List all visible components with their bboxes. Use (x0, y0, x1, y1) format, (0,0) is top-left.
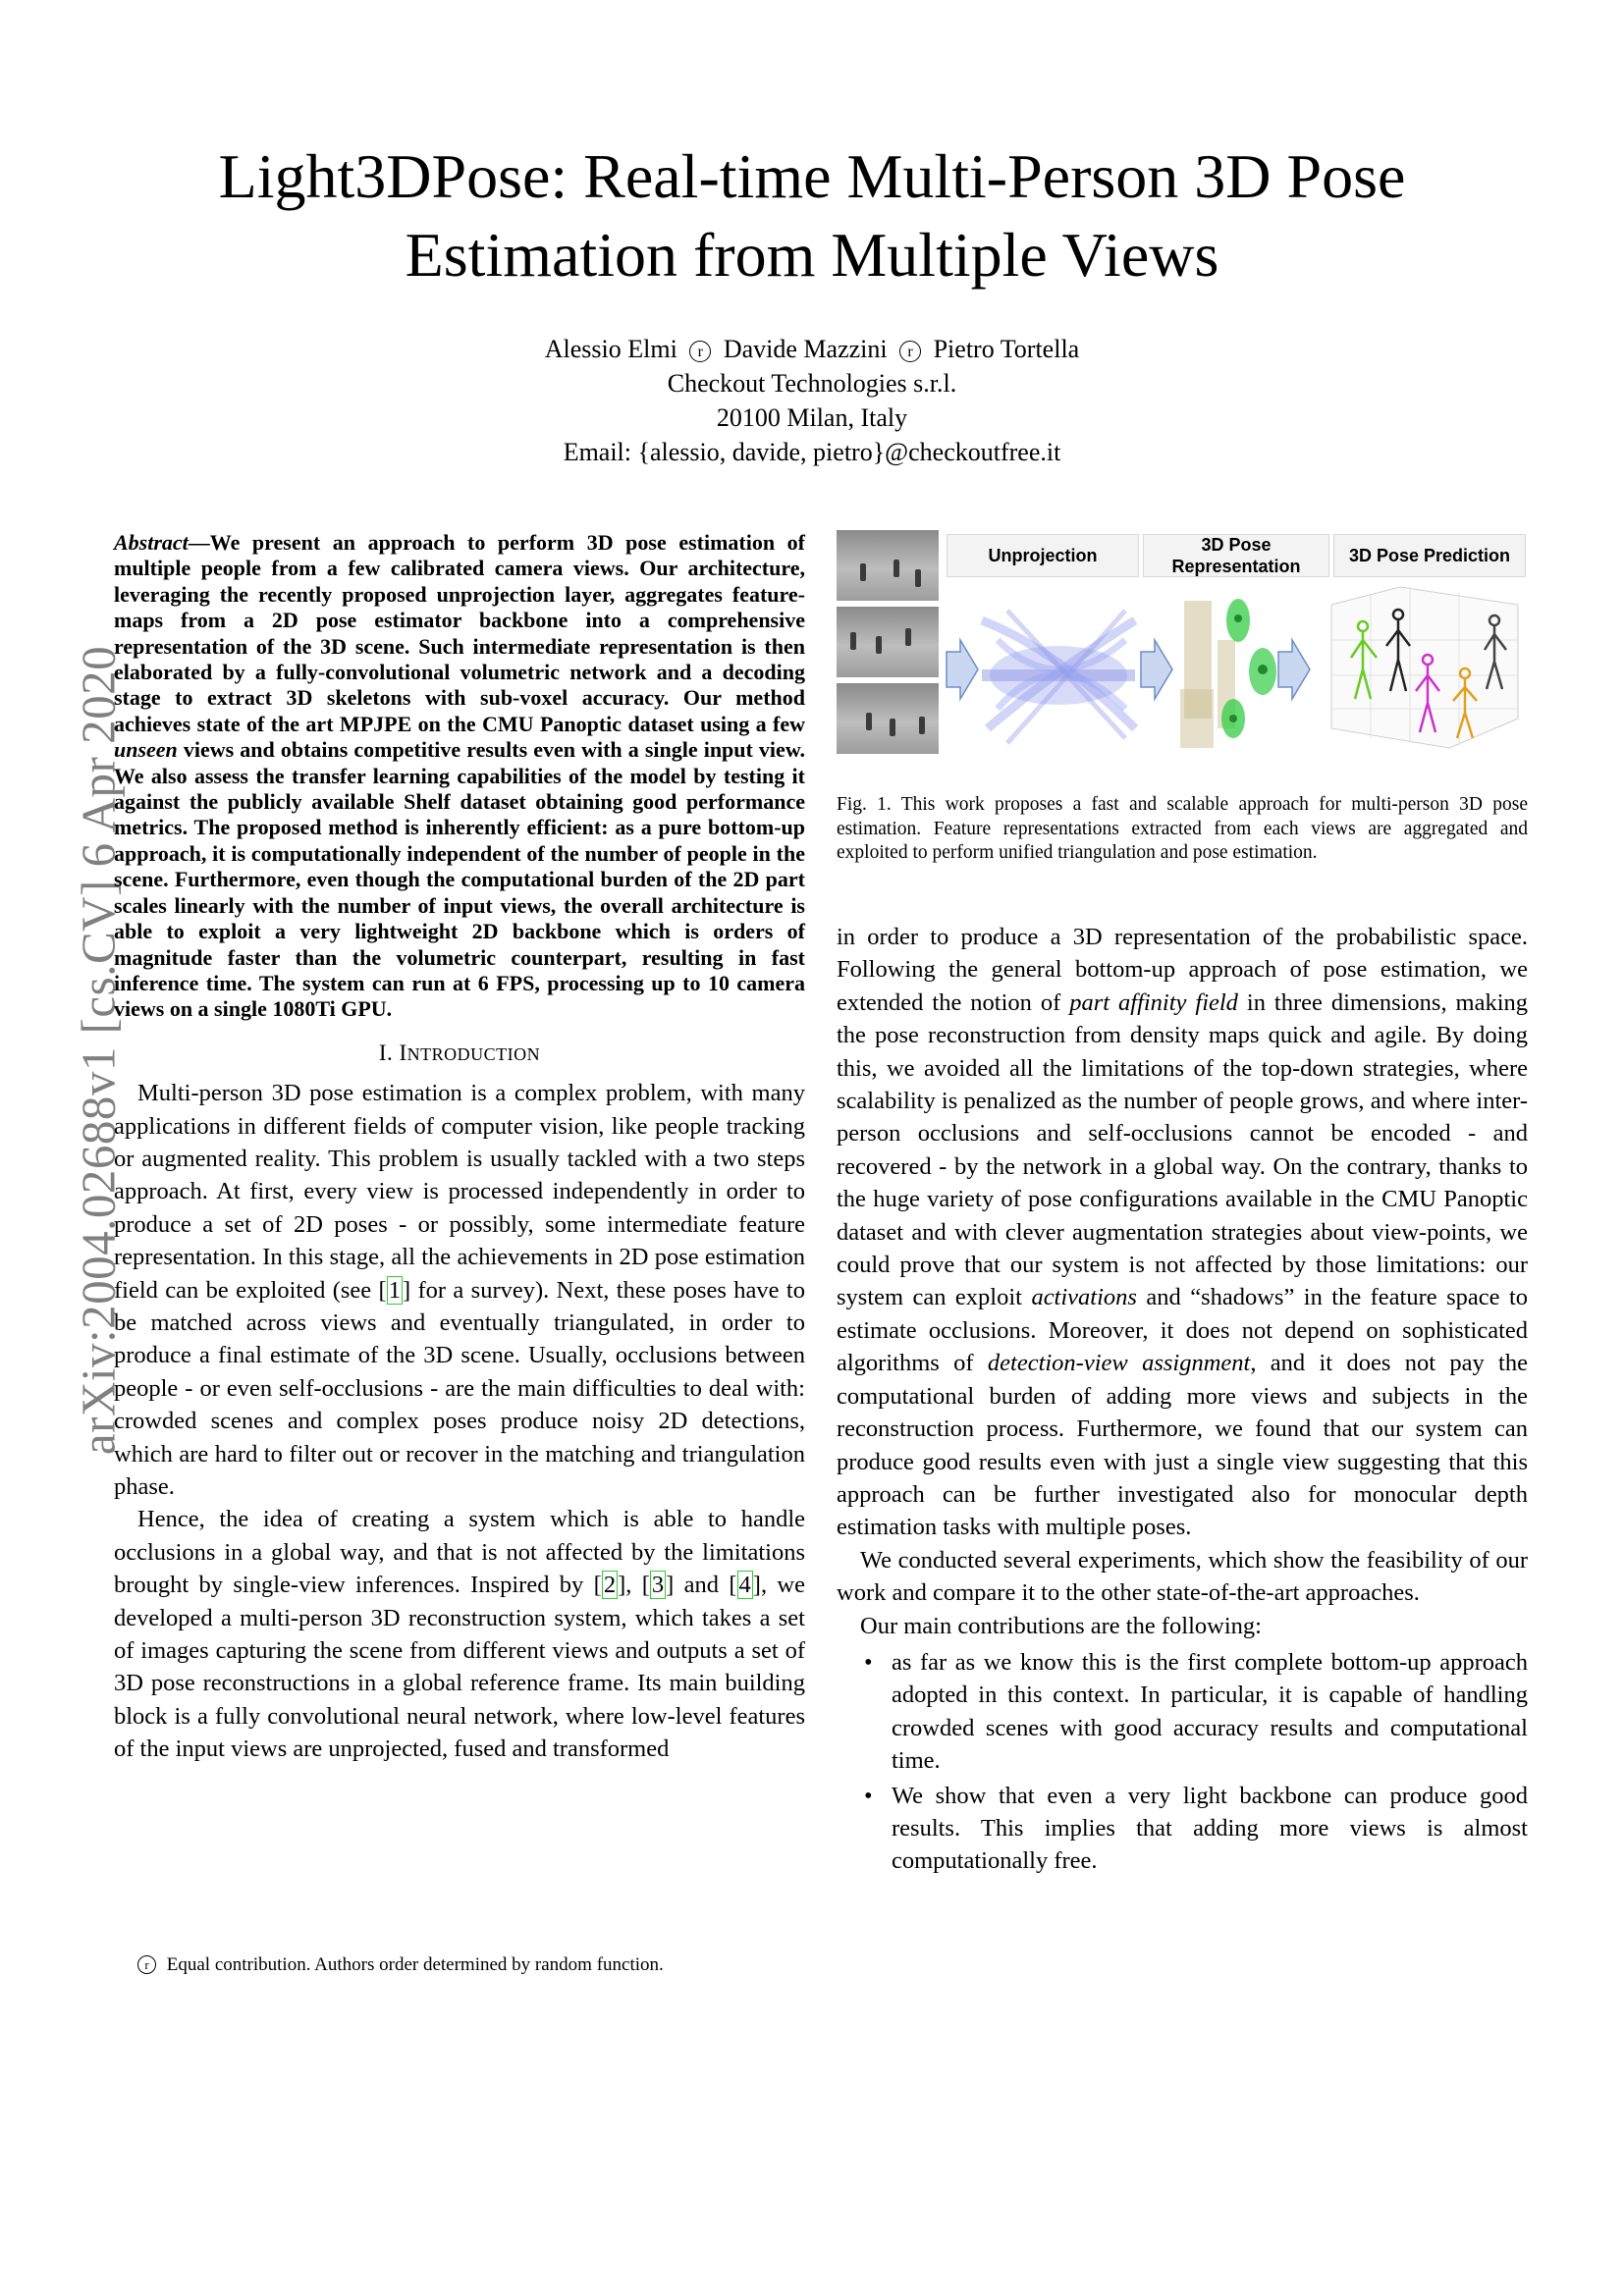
citation-link[interactable]: 3 (651, 1572, 665, 1599)
abstract-text-1: —We present an approach to perform 3D pose estimation of multiple people from a few calibrated camera views. Our architecture, leveraging the recently proposed unprojection layer, aggregates feature-maps from a 2D pose estimator backbone into a comprehensive representation of the 3D scene. Such intermediate representation is then elaborated by a fully-convolutional volumetric network and a decoding stage to extract 3D skeletons with sub-voxel accuracy. Our method achieves state of the art MPJPE on the CMU Panoptic dataset using a few (114, 530, 805, 736)
paper-title (147, 137, 1477, 294)
arrow-icon (947, 640, 978, 699)
abstract (114, 530, 805, 1023)
section-heading-introduction: I. INTRODUCTION (378, 1040, 541, 1065)
abstract-lead: Abstract (114, 530, 189, 555)
stage-label-unprojection: Unprojection (947, 534, 1139, 577)
body-paragraph: Our main contributions are the following: (860, 1612, 1262, 1639)
title-line-1: Light3DPose: Real-time Multi-Person 3D Pose (218, 141, 1406, 211)
camera-view-image (837, 683, 939, 754)
equal-contribution-mark: r (137, 1955, 156, 1974)
abstract-text-2: views and obtains competitive results even with a single input view. We also assess the transfer learning capabilities of the model by testing it against the publicly available Shelf dataset obtaining good performance metrics. The proposed method is inherently efficient: as a pure bottom-up approach, it is computationally independent of the number of people in the scene. Furthermore, even though the computational burden of the 2D part scales linearly with the number of input views, the overall architecture is able to exploit a very lightweight 2D backbone which is orders of magnitude faster than the volumetric counterpart, resulting in fast inference time. The system can run at 6 FPS, processing up to 10 camera views on a single 1080Ti GPU. (114, 737, 805, 1022)
body-paragraph: in order to produce a 3D representation of the probabilistic space. Following the general bottom-up approach of pose estimation, we extended the notion of part affinity field in three dimensions, making the pose reconstruction from density maps quick and agile. By doing this, we avoided all the limitations of the top-down strategies, where scalability is penalized as the number of people grows, and where inter-person occlusions and self-occlusions cannot be encoded - and recovered - by the network in a global way. On the contrary, thanks to the huge variety of pose configurations available in the CMU Panoptic dataset and with clever augmentation strategies about view-points, we could prove that our system is not affected by those limitations: our system can exploit activations and “shadows” in the feature space to estimate occlusions. Moreover, it does not depend on sophisticated algorithms of detection-view assignment, and it does not pay the computational burden of adding more views and subjects in the reconstruction process. Furthermore, we found that our system can produce good results even with just a single view suggesting that this approach can be further investigated also for monocular depth estimation tasks with multiple poses. (837, 924, 1529, 1541)
figure-1 (837, 530, 1528, 766)
author-name: Pietro Tortella (933, 335, 1080, 363)
title-line-2: Estimation from Multiple Views (405, 220, 1219, 290)
author-list (295, 332, 1329, 366)
equal-contribution-mark: r (689, 341, 711, 362)
arrow-icon (1278, 640, 1310, 699)
arxiv-stamp: arXiv:2004.02688v1 [cs.CV] 6 Apr 2020 (71, 645, 126, 1456)
citation-link[interactable]: 2 (603, 1572, 617, 1599)
camera-view-image (837, 607, 939, 677)
citation-link[interactable]: 1 (388, 1276, 401, 1304)
author-block (295, 332, 1329, 469)
email: Email: {alessio, davide, pietro}@checkoutfree.it (563, 438, 1061, 466)
body-paragraph: We conducted several experiments, which show the feasibility of our work and compare it to the other state-of-the-art approaches. (837, 1546, 1528, 1607)
equal-contribution-mark: r (899, 341, 921, 362)
abstract-unseen: unseen (114, 737, 178, 763)
skeleton-plot (1331, 587, 1518, 748)
intro-paragraph-1: Multi-person 3D pose estimation is a complex problem, with many applications in different fields of computer vision, like people tracking or augmented reality. This problem is usually tackled with a two steps approach. At first, every view is processed independently in order to produce a set of 2D poses - or possibly, some intermediate feature representation. In this stage, all the achievements in 2D pose estimation field can be exploited (see [1] for a survey). Next, these poses have to be matched across views and eventually triangulated, in order to produce a final estimate of the 3D scene. Usually, occlusions between people - or even self-occlusions - are the main difficulties to deal with: crowded scenes and complex poses produce noisy 2D detections, which are hard to filter out or recover in the matching and triangulation phase. (114, 1080, 805, 1500)
unprojection-rays (982, 611, 1135, 743)
contributions-list (837, 1646, 1528, 1878)
footnote (114, 1953, 829, 1977)
list-item: • We show that even a very light backbone can produce good results. This implies that adding more views is almost computationally free. (892, 1780, 1528, 1878)
right-column (837, 921, 1528, 1880)
author-name: Davide Mazzini (723, 335, 888, 363)
affiliation: Checkout Technologies s.r.l. (667, 369, 957, 398)
footnote-text: Equal contribution. Authors order determined by random function. (166, 1954, 664, 1975)
camera-view-image (837, 530, 939, 601)
author-name: Alessio Elmi (544, 335, 677, 363)
arrow-icon (1141, 640, 1172, 699)
city: 20100 Milan, Italy (716, 403, 908, 432)
figure-caption: Fig. 1. This work proposes a fast and scalable approach for multi-person 3D pose estimation. Feature representations extracted from each views are aggregated and exploited to perform unified triangulation and pose estimation. (837, 794, 1528, 864)
left-column (114, 530, 805, 1766)
citation-link[interactable]: 4 (738, 1572, 751, 1599)
stage-label-prediction: 3D Pose Prediction (1333, 534, 1526, 577)
voxel-representation (1180, 599, 1276, 748)
intro-paragraph-2: Hence, the idea of creating a system which is able to handle occlusions in a global way, and that is not affected by the limitations brought by single-view inferences. Inspired by [2], [3] and [4], we developed a multi-person 3D reconstruction system, which takes a set of images capturing the scene from different views and outputs a set of 3D pose reconstructions in a global reference frame. Its main building block is a fully convolutional neural network, where low-level features of the input views are unprojected, fused and transformed (114, 1506, 805, 1763)
list-item: • as far as we know this is the first complete bottom-up approach adopted in this context. In particular, it is capable of handling crowded scenes with good accuracy results and computational time. (892, 1646, 1528, 1778)
pipeline-diagram (939, 581, 1528, 762)
stage-label-representation: 3D Pose Representation (1143, 534, 1329, 577)
